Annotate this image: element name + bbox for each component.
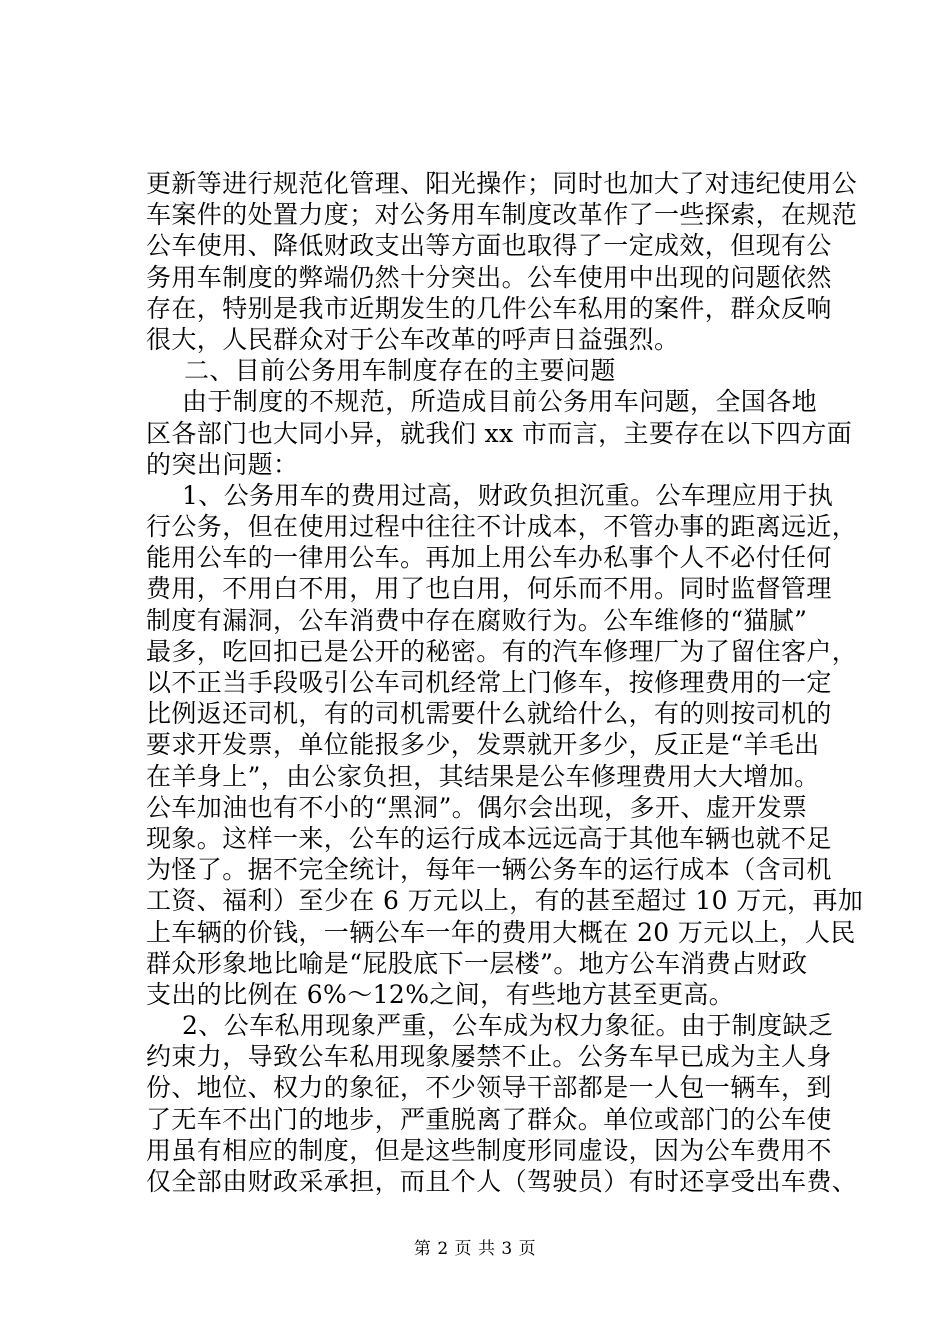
text-line: 由于制度的不规范，所造成目前公务用车问题，全国各地 (182, 387, 818, 417)
text-line: 仅全部由财政采承担，而且个人（驾驶员）有时还享受出车费、 (146, 1167, 858, 1196)
text-line: 以不正当手段吸引公车司机经常上门修车，按修理费用的一定 (146, 668, 832, 697)
document-body (146, 168, 862, 1197)
text-line: 上车辆的价钱，一辆公车一年的费用大概在 20 万元以上，人民 (146, 917, 856, 947)
text-line: 公车加油也有不小的“黑洞”。偶尔会出现，多开、虚开发票 (146, 792, 808, 822)
text-line: 工资、福利）至少在 6 万元以上，有的甚至超过 10 万元，再加 (146, 886, 864, 916)
text-line: 份、地位、权力的象征，不少领导干部都是一人包一辆车，到 (146, 1073, 832, 1103)
text-line: 约束力，导致公车私用现象屡禁不止。公务车早已成为主人身 (146, 1042, 832, 1072)
text-line: 用虽有相应的制度，但是这些制度形同虚设，因为公车费用不 (146, 1135, 832, 1165)
text-line: 行公务，但在使用过程中往往不计成本，不管办事的距离远近， (146, 512, 858, 542)
text-line: 比例返还司机，有的司机需要什么就给什么，有的则按司机的 (146, 699, 832, 729)
text-line: 更新等进行规范化管理、阳光操作；同时也加大了对违纪使用公 (146, 169, 858, 198)
page-number-footer: 第 2 页 共 3 页 (413, 1239, 537, 1259)
text-line: 的突出问题： (146, 449, 299, 479)
text-line: 2、公车私用现象严重，公车成为权力象征。由于制度缺乏 (182, 1011, 834, 1041)
text-line: 为怪了。据不完全统计，每年一辆公务车的运行成本（含司机 (146, 855, 832, 885)
text-line: 支出的比例在 6%～12%之间，有些地方甚至更高。 (146, 979, 735, 1009)
text-line: 很大，人民群众对于公车改革的呼声日益强烈。 (146, 324, 680, 354)
text-line: 区各部门也大同小异，就我们 xx 市而言，主要存在以下四方面 (146, 418, 853, 448)
text-line: 能用公车的一律用公车。再加上用公车办私事个人不必付任何 (146, 543, 832, 573)
text-line: 群众形象地比喻是“屁股底下一层楼”。地方公车消费占财政 (146, 948, 808, 978)
text-line: 要求开发票，单位能报多少，发票就开多少，反正是“羊毛出 (146, 730, 820, 760)
text-line: 车案件的处置力度；对公务用车制度改革作了一些探索，在规范 (146, 200, 858, 230)
text-line: 1、公务用车的费用过高，财政负担沉重。公车理应用于执 (182, 480, 834, 510)
text-line: 最多，吃回扣已是公开的秘密。有的汽车修理厂为了留住客户， (146, 636, 858, 666)
text-line: 制度有漏洞，公车消费中存在腐败行为。公车维修的“猫腻” (146, 605, 808, 635)
text-line: 现象。这样一来，公车的运行成本远远高于其他车辆也就不足 (146, 823, 832, 853)
text-line: 务用车制度的弊端仍然十分突出。公车使用中出现的问题依然 (146, 262, 832, 292)
text-line: 了无车不出门的地步，严重脱离了群众。单位或部门的公车使 (146, 1104, 832, 1134)
text-line: 费用，不用白不用，用了也白用，何乐而不用。同时监督管理 (146, 574, 832, 604)
text-line: 在羊身上”，由公家负担，其结果是公车修理费用大大增加。 (146, 761, 820, 791)
section-heading: 二、目前公务用车制度存在的主要问题 (184, 356, 616, 386)
text-line: 公车使用、降低财政支出等方面也取得了一定成效，但现有公 (146, 231, 832, 261)
text-line: 存在，特别是我市近期发生的几件公车私用的案件，群众反响 (146, 293, 832, 323)
